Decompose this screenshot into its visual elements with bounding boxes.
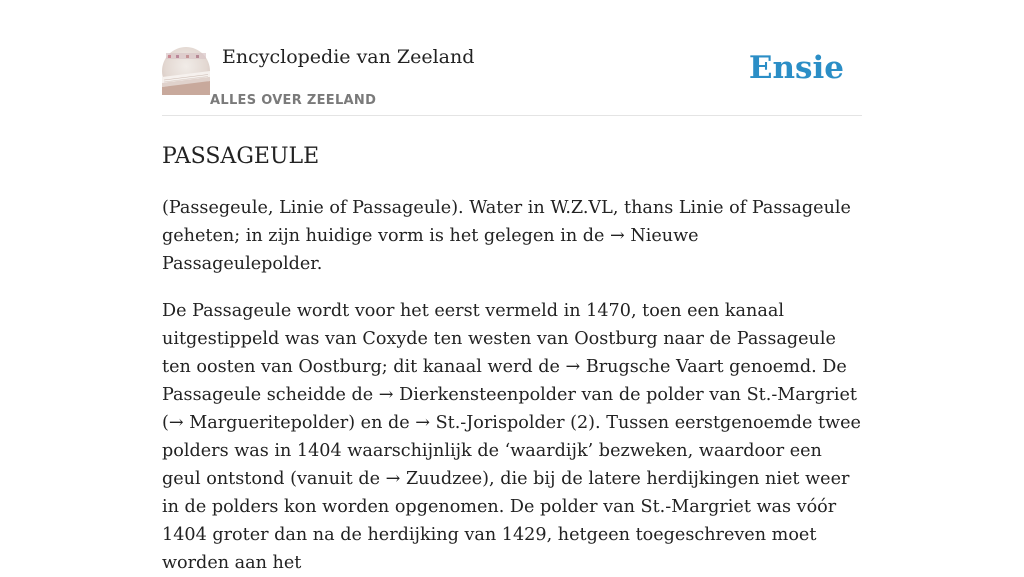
article-title: PASSAGEULE [162, 144, 320, 169]
ensie-logo-link[interactable]: Ensie [748, 50, 844, 86]
site-subtitle: ALLES OVER ZEELAND [210, 93, 377, 108]
site-avatar[interactable] [162, 47, 210, 95]
content-container [162, 44, 862, 577]
article-paragraph-2: De Passageule wordt voor het eerst vermeld in 1470, toen een kanaal uitgestippeld was van Coxyde ten westen van Oostburg naar de Passageule ten oosten van Oostburg; dit kanaal werd de → Brugsche Vaart genoemd. De Passageule scheidde de → Dierkensteenpolder van de polder van St.-Margriet (→ Margueritepolder) en de → St.-Jorispolder (2). Tussen eerstgenoemde twee polders was in 1404 waarschijnlijk de ‘waardijk’ bezweken, waardoor een geul ontstond (vanuit de → Zuudzee), die bij de latere herdijkingen niet weer in de polders kon worden opgenomen. De polder van St.-Margriet was vóór 1404 groter dan na de herdijking van 1429, hetgeen toegeschreven moet worden aan het [162, 301, 861, 573]
site-header [162, 44, 862, 116]
book-photo-icon [162, 47, 210, 95]
site-title[interactable]: Encyclopedie van Zeeland [222, 46, 475, 68]
article-paragraph-1: (Passegeule, Linie of Passageule). Water in W.Z.VL, thans Linie of Passageule geheten; in zijn huidige vorm is het gelegen in de → Nieuwe Passageulepolder. [162, 198, 851, 274]
